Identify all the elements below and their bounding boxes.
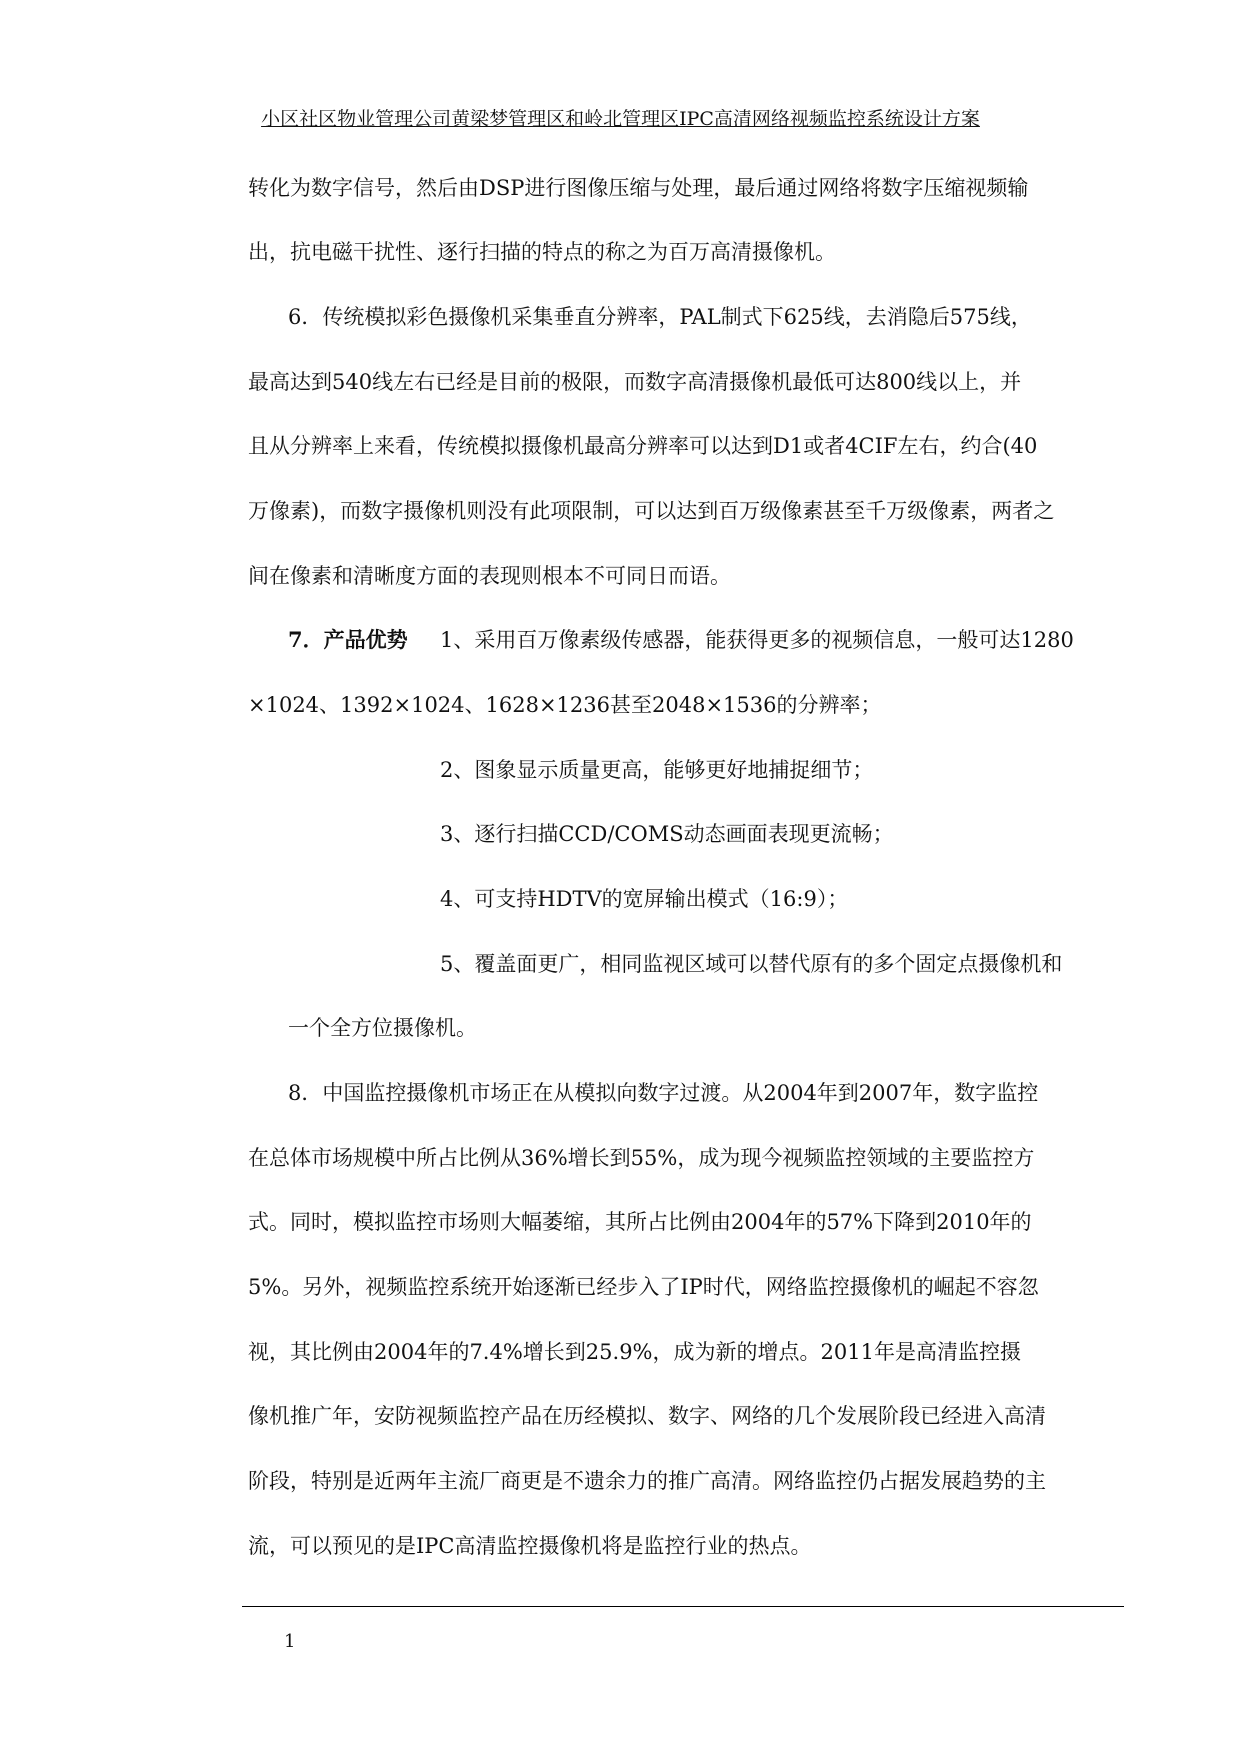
advantage-item: 1、采用百万像素级传感器，能获得更多的视频信息，一般可达1280 [440,628,1074,652]
body-line: 8．中国监控摄像机市场正在从模拟向数字过渡。从2004年到2007年，数字监控 [288,1081,1039,1105]
advantage-item: 4、可支持HDTV的宽屏输出模式（16:9）； [440,887,849,911]
page-header: 小区社区物业管理公司黄梁梦管理区和岭北管理区IPC高清网络视频监控系统设计方案 [261,108,980,130]
body-line: 在总体市场规模中所占比例从36%增长到55%，成为现今视频监控领域的主要监控方 [248,1146,1035,1170]
body-line: 最高达到540线左右已经是目前的极限，而数字高清摄像机最低可达800线以上，并 [248,370,1022,394]
advantage-heading: 7．产品优势 [288,627,408,652]
body-line: 万像素)，而数字摄像机则没有此项限制，可以达到百万级像素甚至千万级像素，两者之 [248,499,1055,523]
body-line: 且从分辨率上来看，传统模拟摄像机最高分辨率可以达到D1或者4CIF左右，约合(40 [248,434,1038,458]
body-line: 间在像素和清晰度方面的表现则根本不可同日而语。 [248,564,731,588]
body-line: 流，可以预见的是IPC高清监控摄像机将是监控行业的热点。 [248,1534,812,1558]
body-line: 视，其比例由2004年的7.4%增长到25.9%，成为新的增点。2011年是高清监控摄 [248,1340,1021,1364]
body-line: 出，抗电磁干扰性、逐行扫描的特点的称之为百万高清摄像机。 [248,240,836,264]
body-line: 转化为数字信号，然后由DSP进行图像压缩与处理，最后通过网络将数字压缩视频输 [248,176,1029,200]
body-line: 像机推广年，安防视频监控产品在历经模拟、数字、网络的几个发展阶段已经进入高清 [248,1404,1046,1428]
body-line: 5%。另外，视频监控系统开始逐渐已经步入了IP时代，网络监控摄像机的崛起不容忽 [248,1275,1039,1299]
advantage-item: 2、图象显示质量更高，能够更好地捕捉细节； [440,758,874,782]
advantage-item: 5、覆盖面更广，相同监视区域可以替代原有的多个固定点摄像机和 [440,952,1063,976]
advantage-item: 3、逐行扫描CCD/COMS动态画面表现更流畅； [440,822,894,846]
advantage-item-continued: 一个全方位摄像机。 [288,1016,477,1040]
body-line: 阶段，特别是近两年主流厂商更是不遗余力的推广高清。网络监控仍占据发展趋势的主 [248,1469,1046,1493]
page-number: 1 [284,1631,296,1652]
body-line: 式。同时，模拟监控市场则大幅萎缩，其所占比例由2004年的57%下降到2010年的 [248,1210,1032,1234]
advantage-item-continued: ×1024、1392×1024、1628×1236甚至2048×1536的分辨率； [248,693,882,717]
footer-divider [242,1606,1124,1607]
body-line: 6．传统模拟彩色摄像机采集垂直分辨率，PAL制式下625线，去消隐后575线， [288,305,1032,329]
